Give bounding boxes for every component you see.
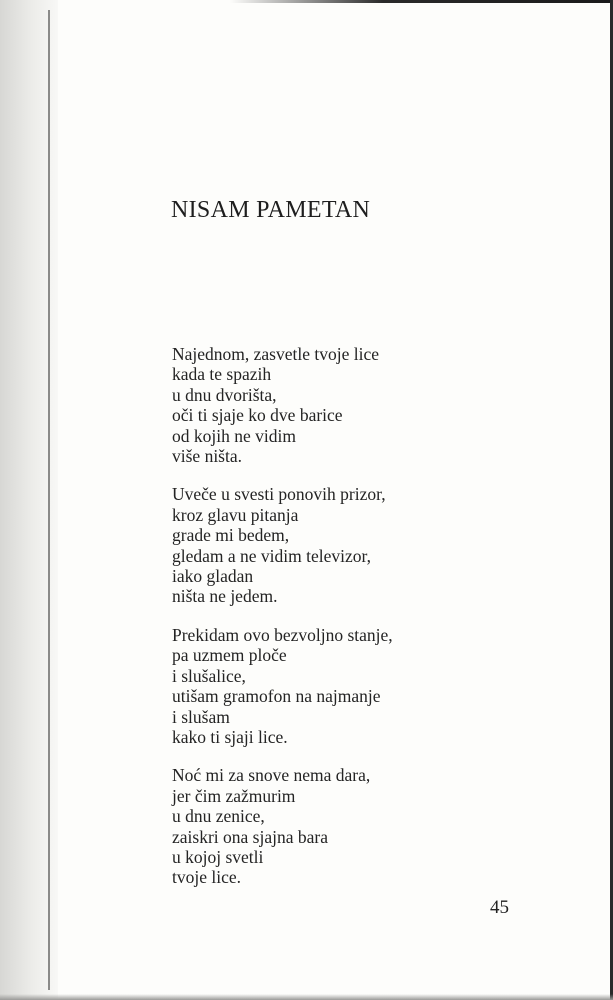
- poem-line: zaiskri ona sjajna bara: [172, 826, 328, 847]
- poem-line: pa uzmem ploče: [172, 645, 287, 666]
- page-number: 45: [490, 897, 509, 918]
- stanza-1: [172, 344, 532, 466]
- binding-fold-line: [48, 10, 50, 990]
- poem-line: Najednom, zasvetle tvoje lice: [172, 344, 380, 364]
- stanza-2: [172, 484, 532, 606]
- poem-line: jer čim zažmurim: [172, 785, 296, 806]
- poem-line: tvoje lice.: [172, 867, 242, 888]
- poem-line: Uveče u svesti ponovih prizor,: [172, 484, 386, 505]
- poem-title: NISAM PAMETAN: [171, 197, 371, 223]
- stanza-4: [172, 765, 532, 887]
- poem-line: u dnu dvorišta,: [172, 384, 277, 405]
- poem-line: kada te spazih: [172, 364, 272, 385]
- page-top-edge: [230, 0, 613, 3]
- poem-line: kako ti sjaji lice.: [172, 726, 288, 747]
- poem-line: Noć mi za snove nema dara,: [172, 765, 371, 786]
- poem-line: u kojoj svetli: [172, 846, 264, 867]
- poem-line: više ništa.: [172, 446, 242, 467]
- poem-line: kroz glavu pitanja: [172, 504, 299, 525]
- poem-body: [172, 344, 532, 906]
- stanza-3: [172, 625, 532, 747]
- poem-line: iako gladan: [172, 566, 254, 587]
- poem-line: grade mi bedem,: [172, 525, 290, 546]
- poem-line: i slušalice,: [172, 665, 246, 686]
- poem-line: Prekidam ovo bezvoljno stanje,: [172, 624, 393, 645]
- poem-line: od kojih ne vidim: [172, 425, 296, 446]
- poem-line: u dnu zenice,: [172, 806, 265, 827]
- poem-line: gledam a ne vidim televizor,: [172, 545, 372, 566]
- poem-line: oči ti sjaje ko dve barice: [172, 405, 343, 426]
- poem-line: utišam gramofon na najmanje: [172, 686, 381, 707]
- poem-line: i slušam: [172, 706, 230, 727]
- poem-line: ništa ne jedem.: [172, 586, 278, 607]
- page-bottom-edge: [0, 994, 613, 1000]
